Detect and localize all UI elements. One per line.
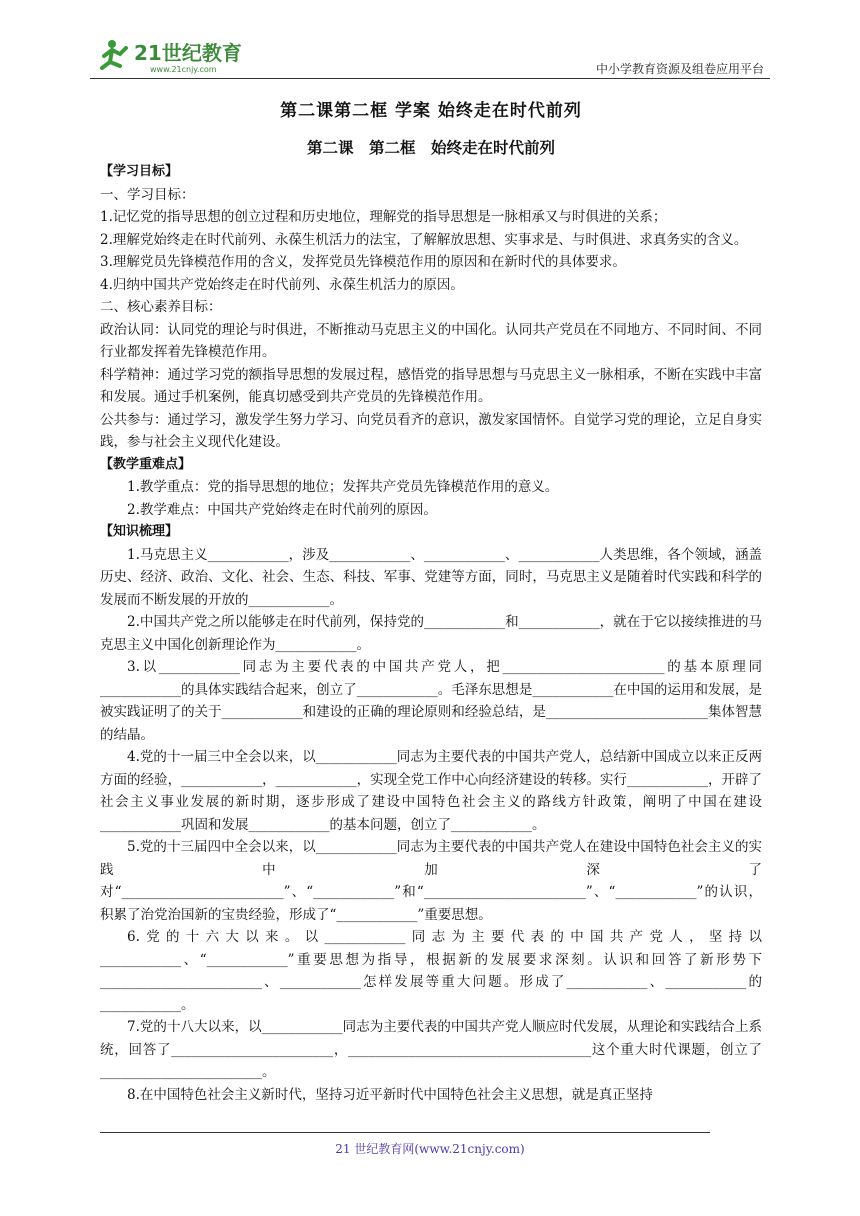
section-heading-keypoints: 【教学重难点】 [100, 456, 192, 472]
knowledge-item: 7.党的十八大以来，以____________同志为主要代表的中国共产党人顺应时代发展，从理论和实践结合上系统，回答了________________________，____________________________________这个重大时代课题，创立了________________________。 [100, 1019, 762, 1080]
knowledge-item: 1.马克思主义____________，涉及____________、____________、____________人类思维，各个领域，涵盖历史、经济、政治、文化、社会、生态、科技、军事、党建等方面，同时，马克思主义是随着时代实践和科学的发展而不断发展的开放的____________。 [100, 546, 762, 608]
header-divider [90, 78, 770, 79]
footer-divider [100, 1132, 710, 1133]
page-footer: 21 世纪教育网(www.21cnjy.com) [335, 1142, 525, 1156]
platform-name: 中小学教育资源及组卷应用平台 [595, 62, 764, 76]
goals-subheading-2: 二、核心素养目标： [100, 299, 222, 315]
goal-item: 1.记忆党的指导思想的创立过程和历史地位，理解党的指导思想是一脉相承又与时俱进的关系； [100, 209, 667, 225]
knowledge-item: 3.以____________同志为主要代表的中国共产党人，把________________________的基本原理同____________的具体实践结合起来，创立了____________。毛泽东思想是____________在中国的运用和发展，是被实践证明了的关于____________和建设的正确的理论原则和经验总结，是________________________集体智慧的结晶。 [100, 659, 762, 743]
knowledge-item: 8.在中国特色社会主义新时代，坚持习近平新时代中国特色社会主义思想，就是真正坚持 [127, 1086, 653, 1103]
goal-item: 2.理解党始终走在时代前列、永葆生机活力的法宝，了解解放思想、实事求是、与时俱进、求真务实的含义。 [100, 231, 748, 248]
logo-text: 21世纪教育 [134, 41, 242, 65]
document-title: 第二课第二框 学案 始终走在时代前列 [280, 101, 582, 121]
site-logo [98, 36, 268, 76]
document-subtitle: 第二课 第二框 始终走在时代前列 [306, 137, 555, 157]
section-heading-knowledge: 【知识梳理】 [100, 524, 179, 539]
section-heading-goals: 【学习目标】 [100, 164, 179, 179]
goals-subheading-1: 一、学习目标： [100, 186, 195, 203]
keypoint-item: 2.教学难点：中国共产党始终走在时代前列的原因。 [127, 501, 437, 518]
competency-item: 公共参与：通过学习，激发学生努力学习、向党员看齐的意识，激发家国情怀。自觉学习党的理论，立足自身实践，参与社会主义现代化建设。 [100, 411, 762, 450]
page-header [90, 30, 770, 78]
knowledge-item: 5.党的十三届四中全会以来，以____________同志为主要代表的中国共产党人在建设中国特色社会主义的实践中加深了对“________________________”、“____________”和“________________________”、“____________”的认识，积累了治党治国新的宝贵经验，形成了“____________”重要思想。 [100, 839, 762, 923]
document-body [100, 96, 762, 1106]
keypoint-item: 1.教学重点：党的指导思想的地位；发挥共产党员先锋模范作用的意义。 [127, 479, 559, 495]
knowledge-item: 4.党的十一届三中全会以来，以____________同志为主要代表的中国共产党人，总结新中国成立以来正反两方面的经验，____________，____________，实现全党工作中心向经济建设的转移。实行____________，开辟了社会主义事业发展的新时期，逐步形成了建设中国特色社会主义的路线方针政策，阐明了中国在建设____________巩固和发展____________的基本问题，创立了____________。 [100, 749, 762, 833]
knowledge-item: 6.党的十六大以来。以____________同志为主要代表的中国共产党人，坚持以____________、“____________”重要思想为指导，根据新的发展要求深刻。认识和回答了新形势下________________________、____________怎样发展等重大问题。形成了____________、____________的____________。 [100, 929, 762, 1013]
competency-item: 科学精神：通过学习党的额指导思想的发展过程，感悟党的指导思想与马克思主义一脉相承，不断在实践中丰富和发展。通过手机案例，能真切感受到共产党员的先锋模范作用。 [100, 366, 762, 405]
runner-icon [102, 40, 126, 68]
goal-item: 3.理解党员先锋模范作用的含义，发挥党员先锋模范作用的原因和在新时代的具体要求。 [100, 254, 626, 270]
logo-url: www.21cnjy.com [150, 65, 217, 74]
goal-item: 4.归纳中国共产党始终走在时代前列、永葆生机活力的原因。 [100, 276, 464, 293]
competency-item: 政治认同：认同党的理论与时俱进，不断推动马克思主义的中国化。认同共产党员在不同地方、不同时间、不同行业都发挥着先锋模范作用。 [100, 321, 762, 360]
knowledge-item: 2.中国共产党之所以能够走在时代前列，保持党的____________和____________，就在于它以接续推进的马克思主义中国化创新理论作为____________。 [100, 614, 762, 653]
